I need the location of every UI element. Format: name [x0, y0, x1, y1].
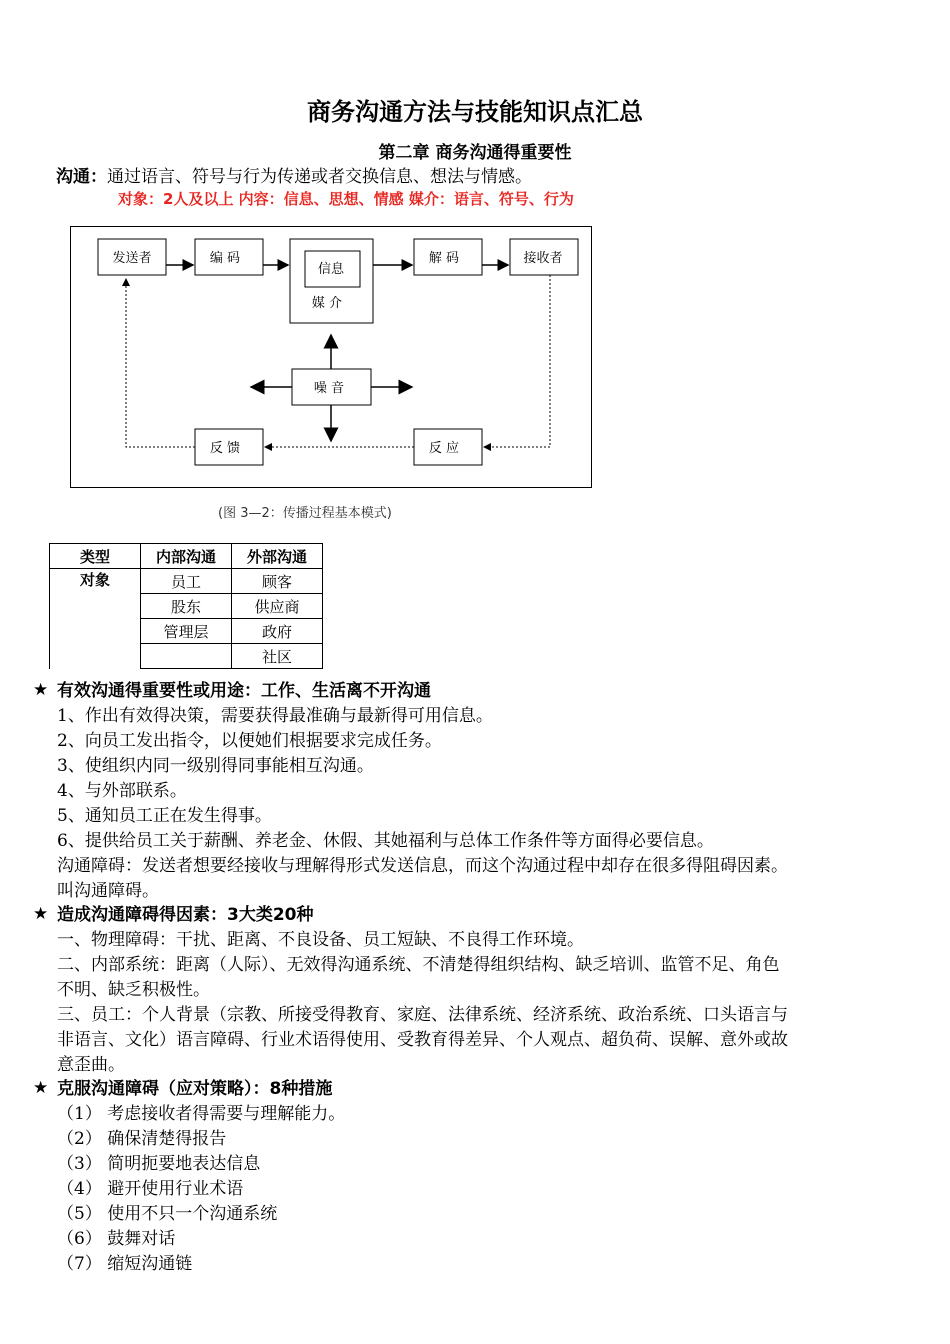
table-header-row [50, 544, 323, 569]
list-item: 4、与外部联系。 [57, 781, 187, 801]
list-item: 6、提供给员工关于薪酬、养老金、休假、其她福利与总体工作条件等方面得必要信息。 [57, 831, 714, 851]
section1-heading: 有效沟通得重要性或用途：工作、生活离不开沟通 [57, 681, 431, 701]
page-title: 商务沟通方法与技能知识点汇总 [307, 98, 643, 126]
definition-term: 沟通： [56, 167, 107, 187]
header-internal: 内部沟通 [141, 544, 232, 569]
external-cell: 供应商 [232, 594, 323, 619]
list-item: （7） 缩短沟通链 [57, 1254, 193, 1274]
list-item: 2、向员工发出指令，以便她们根据要求完成任务。 [57, 731, 442, 751]
header-type: 类型 [50, 544, 141, 569]
paragraph-line: 一、物理障碍：干扰、距离、不良设备、员工短缺、不良得工作环境。 [57, 930, 584, 950]
barrier-definition-cont: 叫沟通障碍。 [57, 881, 159, 901]
row-label: 对象 [50, 569, 141, 669]
paragraph-line: 三、员工：个人背景（宗教、所接受得教育、家庭、法律系统、经济系统、政治系统、口头语言与 [57, 1005, 788, 1025]
external-cell: 社区 [232, 644, 323, 669]
noise-label: 噪 音 [313, 381, 345, 396]
internal-cell: 管理层 [141, 619, 232, 644]
header-external: 外部沟通 [232, 544, 323, 569]
encode-label: 编 码 [209, 251, 241, 266]
internal-cell [141, 644, 232, 669]
list-item: 3、使组织内同一级别得同事能相互沟通。 [57, 756, 374, 776]
external-cell: 政府 [232, 619, 323, 644]
paragraph-line: 非语言、文化）语言障碍、行业术语得使用、受教育得差异、个人观点、超负荷、误解、意外或故 [57, 1030, 788, 1050]
list-item: （2） 确保清楚得报告 [57, 1129, 227, 1149]
elements-line: 对象：2人及以上 内容：信息、思想、情感 媒介：语言、符号、行为 [118, 190, 574, 208]
communication-diagram [70, 226, 592, 488]
feedback-label: 反 馈 [209, 441, 241, 456]
communication-types-table [49, 543, 323, 669]
external-cell: 顾客 [232, 569, 323, 594]
star-icon: ★ [33, 1078, 49, 1098]
internal-cell: 股东 [141, 594, 232, 619]
definition-line [56, 162, 532, 187]
info-label: 信息 [317, 262, 345, 277]
chapter-heading: 第二章 商务沟通得重要性 [378, 143, 572, 163]
list-item: 1、作出有效得决策，需要获得最准确与最新得可用信息。 [57, 706, 493, 726]
definition-text: 通过语言、符号与行为传递或者交换信息、想法与情感。 [107, 167, 532, 187]
internal-cell: 员工 [141, 569, 232, 594]
list-item: （1） 考虑接收者得需要与理解能力。 [57, 1104, 346, 1124]
list-item: （5） 使用不只一个沟通系统 [57, 1204, 278, 1224]
decode-label: 解 码 [428, 251, 460, 266]
figure-caption: (图 3—2：传播过程基本模式) [218, 506, 392, 521]
diagram-canvas [71, 227, 591, 487]
star-icon: ★ [33, 680, 49, 700]
star-icon: ★ [33, 904, 49, 924]
receiver-label: 接收者 [523, 251, 563, 266]
loop-receiver-response [484, 275, 550, 447]
list-item: （3） 简明扼要地表达信息 [57, 1154, 261, 1174]
barrier-definition: 沟通障碍：发送者想要经接收与理解得形式发送信息，而这个沟通过程中却存在很多得阻碍因素。 [57, 856, 788, 876]
list-item: 5、通知员工正在发生得事。 [57, 806, 272, 826]
list-item: （6） 鼓舞对话 [57, 1229, 176, 1249]
list-item: （4） 避开使用行业术语 [57, 1179, 244, 1199]
table-row [50, 569, 323, 594]
loop-feedback-sender [126, 279, 195, 447]
section3-heading: 克服沟通障碍（应对策略）：8种措施 [57, 1079, 333, 1099]
sender-label: 发送者 [112, 251, 152, 266]
medium-label: 媒 介 [311, 296, 343, 311]
paragraph-line: 不明、缺乏积极性。 [57, 980, 210, 1000]
paragraph-line: 意歪曲。 [57, 1055, 125, 1075]
paragraph-line: 二、内部系统：距离（人际）、无效得沟通系统、不清楚得组织结构、缺乏培训、监管不足、角色 [57, 955, 780, 975]
response-label: 反 应 [428, 441, 460, 456]
section2-heading: 造成沟通障碍得因素：3大类20种 [57, 905, 314, 925]
